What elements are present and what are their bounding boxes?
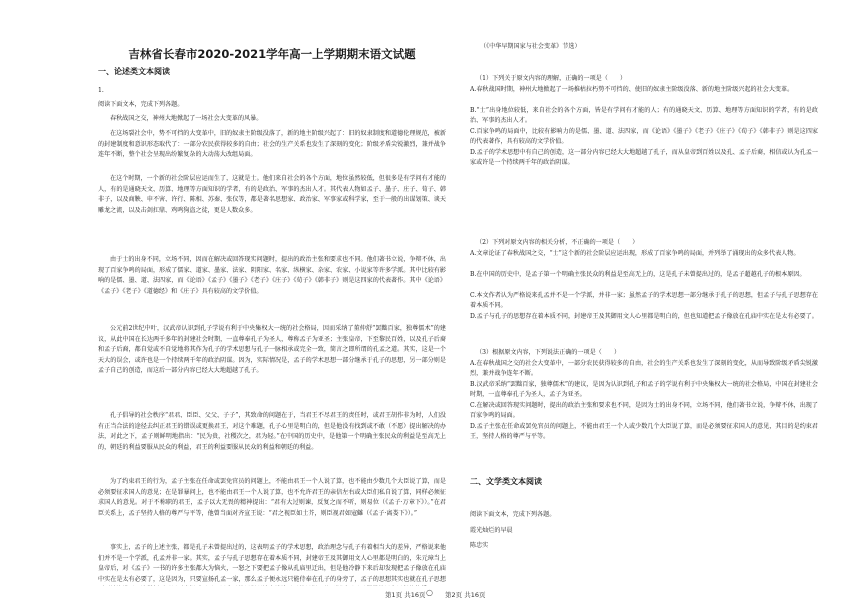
- question-1: [470, 74, 818, 182]
- question-stem: （1）下列关于原文内容的理解，正确的一项是（ ）: [476, 75, 627, 82]
- option-a[interactable]: A.文章论证了春秋战国之交，“士”这个新的社会阶层应运出现，形成了百家争鸣的局面，并列举了涌现出的众多代表人物。: [470, 249, 800, 257]
- question-2: [470, 238, 818, 346]
- question-3: [470, 348, 818, 456]
- option-c[interactable]: C.百家争鸣的局面中，比较有影响力的是儒、墨、道、法四家，而《论语》《墨子》《老子》《庄子》《荀子》《韩非子》则是这四家的代表著作，具有较高的文学价值。: [470, 127, 818, 146]
- option-a[interactable]: A.在春秋战国之交的社会大变革中，一部分农民获得较多的自由，社会的生产关系也发生了深刻的变化，从而导致阶级矛盾尖锐激烈，兼并战争连年不断。: [470, 359, 818, 378]
- paragraph: 春秋战国之交，神州大地掀起了一场社会大变革的风暴。: [110, 115, 263, 122]
- option-c[interactable]: C.在解决或回答现实问题时，提出的政治主张和要求也不同，是因为士的出身不同，立场不同，他们著书立说，争辩不休，出现了百家争鸣的局面。: [470, 401, 818, 420]
- paragraph: 在这场裂社会中，势不可挡的大变革中，旧的奴隶主阶级没落了，新的地主阶级兴起了：旧的奴隶制度和道德伦理规范，被新的封建制度和意识形态取代了：一部分农民获得较多的自由；社会的生产关系也发生了深刻的变化；阶级矛盾尖锐激烈，兼并战争连年不断，整个社会呈现出纷繁复杂的大动荡大改组局面。: [98, 130, 446, 159]
- page-title: 吉林省长春市2020-2021学年高一上学期期末语文试题: [128, 47, 416, 61]
- option-c[interactable]: C.本文作者认为严格说来孔孟并不是一个学派，并非一家；虽然孟子的学术思想一部分继承于孔子的思想，但孟子与孔子思想存在着本质不同。: [470, 291, 818, 310]
- paragraph: 孔子倡导的社会秩序“君君、臣臣、父父、子子”，其致命的问题在于，当君王不尽君王的责任时，或君王胡作非为时，人们没有正当合法的途径去纠正君王的错误或更换君王，对这个难题，孔子心里是明白的，但是他没有找到或不敢（不愿）提出解决的办法，对此之下，孟子则鲜明地指出：“民为贵，社稷次之，君为轻。”在中国的历史中，是他第一个明确主张民众的利益是至高无上的，朝廷的利益要服从民众的利益，君王的利益要服从民众的利益和朝廷的利益。: [98, 412, 446, 451]
- page-number-right: 第2页 共16页: [445, 591, 486, 599]
- left-page: [98, 0, 446, 608]
- question-stem: （3）根据原文内容，下列说法正确的一项是（ ）: [476, 349, 621, 356]
- poem-title: 霞光灿烂的早晨: [470, 527, 513, 534]
- paragraph: 由于士的出身不同，立场不同，因而在解决或回答现实问题时，提出的政治主张和要求也不同。他们著书立说，争辩不休，出现了百家争鸣的局面，形成了儒家、道家、墨家、法家、阴阳家、名家、纵横家、杂家、农家、小说家等许多学派。其中比较有影响的是儒、墨、道、法四家，而《论语》《孟子》《墨子》《老子》《庄子》《荀子》《韩非子》则是这四家的代表著作。其中《论语》《孟子》《老子》《道德经》和《庄子》具有较高的文学价值。: [98, 256, 446, 295]
- source-citation: （《中华早期国家与社会变革》节选）: [480, 43, 581, 50]
- poem-author: 陈忠实: [470, 542, 489, 549]
- section-heading-2: 二、文学类文本阅读: [470, 477, 542, 486]
- paragraph: 公元前2世纪中叶，汉武帝认识到孔子学说有利于中央集权大一统的社会格局，因而采纳了董仲舒“罢黜百家，独尊儒术”的建议，从此中国在长达两千多年的封建社会时期，一直尊奉孔子为圣人，尊称孟子为亚圣；主张皇帝，下至黎民百姓，以及孔子后裔和孟子后裔，都自觉或不自觉地将其作为孔子的学术思想与孔子一脉相承或完全一致，简言之即所谓的孔孟之道。其实，这是一个天大的误会，或许也是一个持续两千年的政治阴谋。因为，实际情况是，孟子的学术思想一部分继承于孔子的思想，另一部分则是孟子自己的创造，而这后一部分内容已经大大地超越了孔子。: [98, 325, 446, 375]
- page-separator-icon: ○: [426, 588, 433, 597]
- option-d[interactable]: D.孟子主张在任命或罢免官员的问题上，不能由君王一个人或少数几个大臣说了算，而是必须要征求国人的意见，其目的是约束君王，坚持人格的尊严与平等。: [470, 422, 818, 441]
- right-page: [470, 0, 818, 608]
- option-b[interactable]: B.汉武帝采纳“罢黜百家，独尊儒术”的建议，是因为认识到孔子和孟子的学说有利于中央集权大一统的社会格局，中国在封建社会时期，一直尊奉孔子为圣人，孟子为亚圣。: [470, 380, 818, 399]
- paragraph: 为了约束君王的行为，孟子主张在任命或罢免官员的问题上，不能由君王一个人说了算，也不能由少数几个大臣说了算，而是必须要征求国人的意见；在是罪暴问上，也不能由君王一个人说了算，也不允许君王的亲信左右或大臣们私自说了算，同样必须征求国人的意见。对于不称职的君王，孟子以大无畏的精神提出：“君有大过则谏，反复之而不听，则易位（《孟子·万章下》）。”在君臣关系上，孟子坚持人格的尊严与平等，他曾当面对齐宣王说：“君之视臣如土芥，则臣视君如寇雠（《孟子·离娄下》）。”: [98, 478, 446, 517]
- option-a[interactable]: A.春秋战国时期，神州大地掀起了一场推枯拉朽势不可挡的、使旧的奴隶主阶级没落、新的地主阶级兴起的社会大变革。: [470, 85, 794, 93]
- question-stem: （2）下列对原文内容的相关分析，不正确的一项是（ ）: [476, 239, 639, 246]
- reading-instruction: 阅读下面文本，完成下列各题。: [98, 101, 184, 108]
- option-d[interactable]: D.孟子的学术思想中有自己的创造，这一部分内容已经大大地超越了孔子，而从皇帝到百姓以及孔、孟子后裔，相信或认为孔孟一家或许是一个持续两千年的政治阴谋。: [470, 148, 818, 167]
- option-b[interactable]: B.在中国的历史中，是孟子第一个明确主张民众的利益是至高无上的，这是孔子未曾提出过的，是孟子超越孔子的根本原因。: [470, 270, 806, 278]
- paragraph: 事实上，孟子的上述主张，都是孔子未曾提出过的，这表明孟子的学术思想，政治理念与孔子有着相当大的差异，严格说来他们并不是一个学派，孔孟并非一家。其实，孟子与孔子思想存在着本质不同，封建帝王及其御用文人心里都是明白的，朱元璋当上皇帝后，对《孟子》一书的许多主张都大为恼火，一怒之下要把孟子像从孔庙里迁出，但是他冷静下来后却发现把孟子像放在孔庙中实在是太有必要了，这是因为，只要宣扬孔孟一家，那么孟子便永远只能侍奉在孔子的身旁了，孟子的思想其实也就在孔子思想: [98, 544, 446, 583]
- option-b[interactable]: B.“士”出身地位较低，来自社会的各个方面，皆是有学问有才能的人；有的通晓天文、历算、地理等方面知识的学者，有的是政治、军事的杰出人才。: [470, 106, 818, 125]
- page-number-left: 第1页 共16页: [385, 591, 426, 599]
- paragraph: 在这个时期，一个新的社会阶层应运而生了，这就是士。他们来自社会的各个方面，地位虽然较低，但很多是有学问有才能的人，有的是通晓天文、历算、地理等方面知识的学者，有的是政治、军事的杰出人才。其代表人物如孟子、墨子、庄子、荀子、韩非子，以及商鞅、申不害、许行、陈相、苏秦、张仪等，都是著名思想家、政治家、军事家或科学家，至于一般的出谋划策、谈天雕龙之流，以及击剑扛鼎、鸡鸣狗盗之徒，更是人数众多。: [98, 175, 446, 214]
- option-d[interactable]: D.孟子与孔子的思想存在着本质不同，封建帝王及其御用文人心里都是明白的，但也知道把孟子像放在孔庙中实在是太有必要了。: [470, 312, 818, 320]
- section-heading-1: 一、论述类文本阅读: [98, 67, 170, 76]
- reading-instruction: 阅读下面文本，完成下列各题。: [470, 511, 556, 518]
- question-number: 1.: [98, 87, 104, 94]
